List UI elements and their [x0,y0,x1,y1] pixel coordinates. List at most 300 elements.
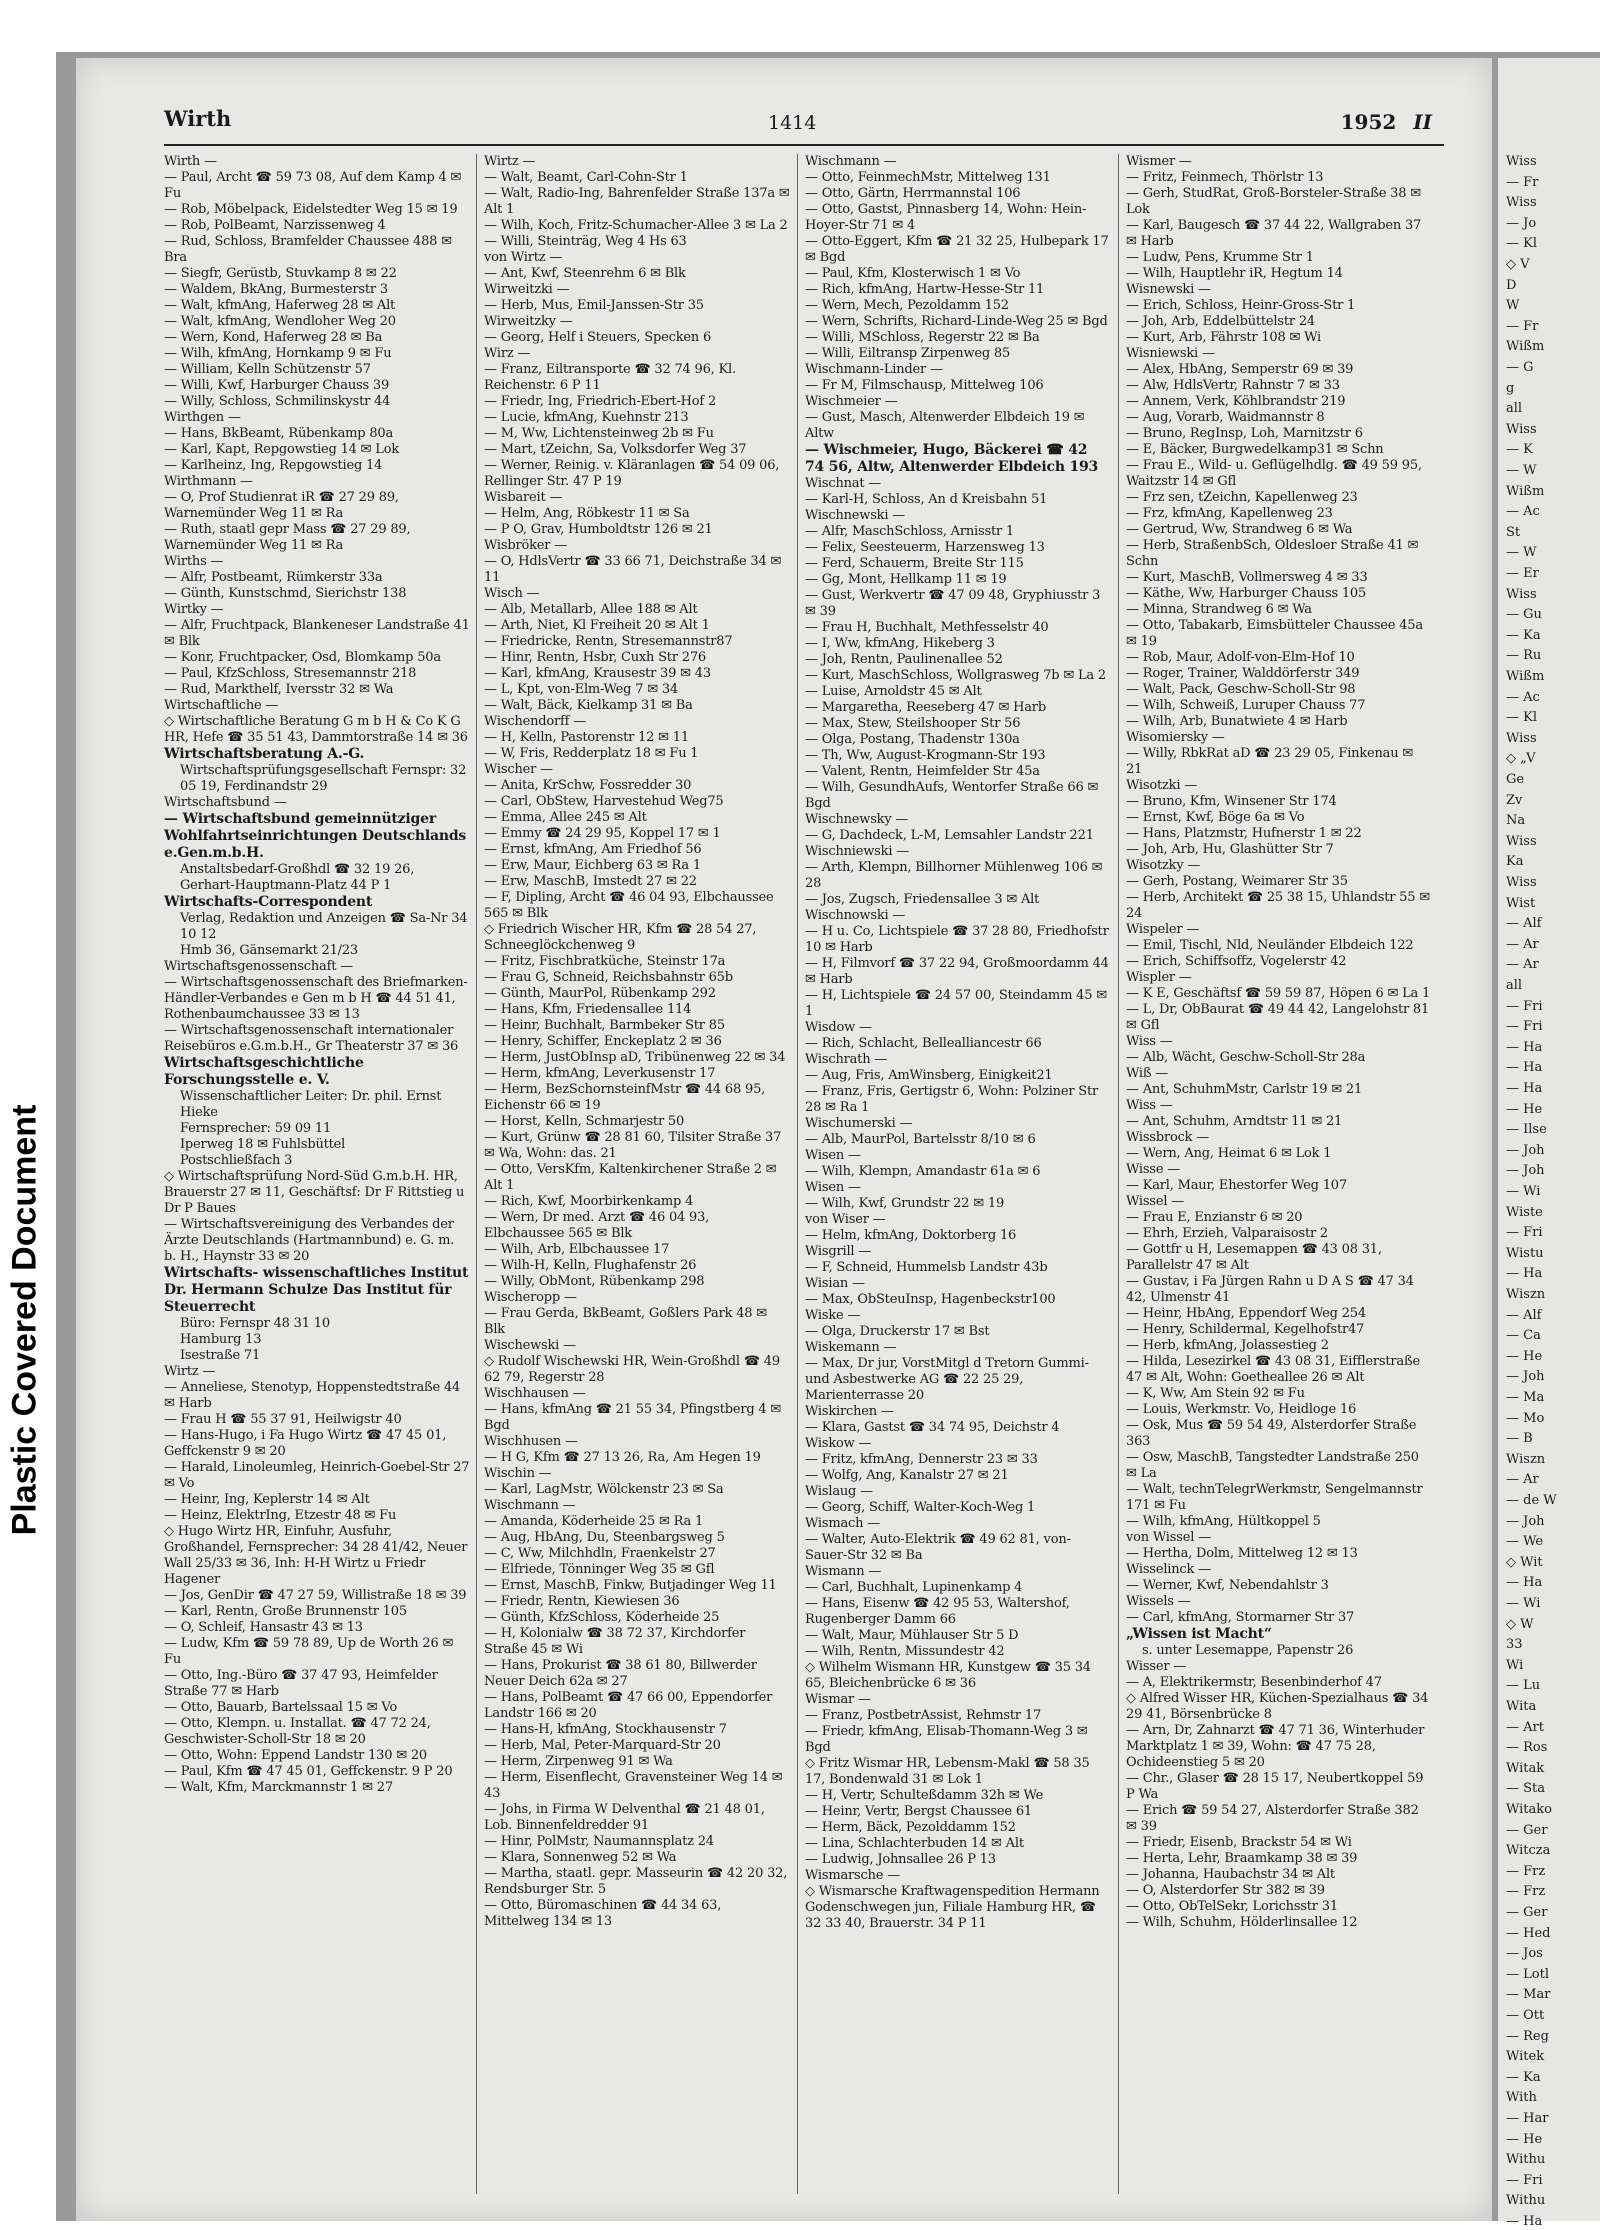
next-page-fragment: Wiss [1506,586,1537,602]
next-page-fragment: — Ar [1506,957,1539,973]
directory-entry: — Gg, Mont, Hellkamp 11 ✉ 19 [805,572,1007,587]
directory-entry: — Franz, PostbetrAssist, Rehmstr 17 [805,1708,1042,1723]
page-header [76,106,1492,146]
next-page-fragment: Withu [1506,2193,1546,2209]
directory-entry: — Alb, Wächt, Geschw-Scholl-Str 28a [1126,1050,1366,1065]
directory-entry: — Gust, Werkvertr ☎ 47 09 48, Gryphiusstr 3 ✉ 39 [805,588,1101,619]
directory-entry: — Aug, HbAng, Du, Steenbargsweg 5 [484,1530,725,1545]
directory-entry: — Wern, Mech, Pezoldamm 152 [805,298,1009,313]
directory-entry: Wirtz — [164,1364,216,1379]
next-page-fragment: — Hed [1506,1925,1551,1941]
directory-entry: s. unter Lesemappe, Papenstr 26 [1142,1643,1354,1658]
directory-entry: — Max, ObSteuInsp, Hagenbeckstr100 [805,1292,1056,1307]
directory-entry: — Herm, JustObInsp aD, Tribünenweg 22 ✉ 34 [484,1050,786,1065]
directory-entry: — H, Filmvorf ☎ 37 22 94, Großmoordamm 44 ✉ Harb [805,956,1109,987]
directory-entry: — Fritz, Fischbratküche, Steinstr 17a [484,954,726,969]
directory-entry: — Käthe, Ww, Harburger Chauss 105 [1126,586,1367,601]
directory-entry: — Wilh, kfmAng, Hültkoppel 5 [1126,1514,1321,1529]
next-page-fragment: W [1506,298,1520,314]
next-page-fragment: — Ar [1506,1472,1539,1488]
directory-entry: — Friedr, kfmAng, Elisab-Thomann-Weg 3 ✉ Bgd [805,1724,1088,1755]
directory-entry: — Frau Gerda, BkBeamt, Goßlers Park 48 ✉ Blk [484,1306,767,1337]
directory-entry: Büro: Fernspr 48 31 10 [180,1316,330,1331]
directory-entry: Wissbrock — [1126,1130,1210,1145]
directory-entry: — Karl, Maur, Ehestorfer Weg 107 [1126,1178,1347,1193]
next-page-fragment: — Joh [1506,1163,1545,1179]
directory-entry: — H, Kelln, Pastorenstr 12 ✉ 11 [484,730,689,745]
directory-entry: — Otto-Eggert, Kfm ☎ 21 32 25, Hulbepark 17 ✉ Bgd [805,234,1109,265]
directory-entry: Wismann — [805,1564,882,1579]
directory-entry: — Frau G, Schneid, Reichsbahnstr 65b [484,970,733,985]
directory-entry: — Ludw, Pens, Krumme Str 1 [1126,250,1314,265]
directory-entry: Wirthgen — [164,410,241,425]
directory-entry: — Wolfg, Ang, Kanalstr 27 ✉ 21 [805,1468,1009,1483]
directory-entry: — Walt, Pack, Geschw-Scholl-Str 98 [1126,682,1356,697]
directory-entry: — Arth, Niet, Kl Freiheit 20 ✉ Alt 1 [484,618,710,633]
directory-entry: — Erich, Schloss, Heinr-Gross-Str 1 [1126,298,1356,313]
directory-entry: — Helm, Ang, Röbkestr 11 ✉ Sa [484,506,690,521]
directory-entry: ◇ Alfred Wisser HR, Küchen-Spezialhaus ☎ 34 29 41, Börsenbrücke 8 [1126,1691,1429,1722]
directory-entry: — Roger, Trainer, Walddörferstr 349 [1126,666,1360,681]
directory-entry: Wisomiersky — [1126,730,1225,745]
directory-entry: — Walt, Kfm, Marckmannstr 1 ✉ 27 [164,1780,393,1795]
next-page-fragment: ◇ Wit [1506,1554,1543,1570]
directory-entry: — Wilh, kfmAng, Hornkamp 9 ✉ Fu [164,346,392,361]
directory-entry: Wirths — [164,554,224,569]
directory-entry: ◇ Wirtschaftliche Beratung G m b H & Co K G HR, Hefe ☎ 35 51 43, Dammtorstraße 14 ✉ 36 [164,714,468,745]
directory-entry: Wischmann-Linder — [805,362,943,377]
next-page-fragment: Withu [1506,2152,1546,2168]
directory-entry: — L, Dr, ObBaurat ☎ 49 44 42, Langelohstr 81 ✉ Gfl [1126,1002,1430,1033]
directory-entry: Wissenschaftlicher Leiter: Dr. phil. Ernst Hieke [180,1089,442,1120]
directory-entry: — Heinr, Ing, Keplerstr 14 ✉ Alt [164,1492,370,1507]
directory-page [56,52,1600,2229]
directory-entry: — Werner, Kwf, Nebendahlstr 3 [1126,1578,1329,1593]
directory-entry: Wirtschaftsberatung A.-G. [164,746,365,762]
directory-entry: von Wirtz — [484,250,563,265]
directory-entry: — Osk, Mus ☎ 59 54 49, Alsterdorfer Straße 363 [1126,1418,1417,1449]
directory-entry: — Wilh, Rentn, Missundestr 42 [805,1644,1005,1659]
directory-entry: — Arth, Klempn, Billhorner Mühlenweg 106 ✉ 28 [805,860,1103,891]
next-page-fragment: — Ger [1506,1822,1548,1838]
next-page-fragment: — de W [1506,1493,1557,1508]
directory-entry: Wiske — [805,1308,861,1323]
directory-entry: ◇ Wilhelm Wismann HR, Kunstgew ☎ 35 34 65, Bleichenbrücke 6 ✉ 36 [805,1660,1091,1691]
directory-entry: — Gerh, Postang, Weimarer Str 35 [1126,874,1348,889]
directory-entry: — Henry, Schildermal, Kegelhofstr47 [1126,1322,1365,1337]
directory-entry: — Arn, Dr, Zahnarzt ☎ 47 71 36, Winterhuder Marktplatz 1 ✉ 39, Wohn: ☎ 47 75 28, Ochideenstieg 5 ✉ 20 [1126,1723,1425,1770]
directory-entry: — Frz, kfmAng, Kapellenweg 23 [1126,506,1333,521]
directory-entry: — Wirtschaftsvereinigung des Verbandes der Ärzte Deutschlands (Hartmannbund) e. G. m. b. H., Haynstr 33 ✉ 20 [164,1217,455,1264]
directory-entry: — Karl-H, Schloss, An d Kreisbahn 51 [805,492,1048,507]
directory-entry: — Minna, Strandweg 6 ✉ Wa [1126,602,1312,617]
directory-entry: Wismar — [805,1692,871,1707]
directory-entry: Wismarsche — [805,1868,901,1883]
directory-entry: — O, HdlsVertr ☎ 33 66 71, Deichstraße 34 ✉ 11 [484,554,782,585]
directory-entry: — Emma, Allee 245 ✉ Alt [484,810,647,825]
directory-entry: — Carl, ObStew, Harvestehud Weg75 [484,794,724,809]
next-page-fragment: — Ha [1506,1266,1543,1282]
directory-entry: — Joh, Rentn, Paulinenallee 52 [805,652,1003,667]
directory-entry: — K, Ww, Am Stein 92 ✉ Fu [1126,1386,1305,1401]
directory-entry: ◇ Wismarsche Kraftwagenspedition Hermann Godenschwegen jun, Filiale Hamburg HR, ☎ 32 33 40, Brauerstr. 34 P 11 [805,1884,1100,1931]
directory-entry: — H u. Co, Lichtspiele ☎ 37 28 80, Friedhofstr 10 ✉ Harb [805,924,1109,955]
directory-entry: — Wilh-H, Kelln, Flughafenstr 26 [484,1258,697,1273]
directory-entry: — Friedr, Rentn, Kiewiesen 36 [484,1594,680,1609]
directory-entry: — Herb, Architekt ☎ 25 38 15, Uhlandstr 55 ✉ 24 [1126,890,1430,921]
directory-entry: — Herb, Mal, Peter-Marquard-Str 20 [484,1738,721,1753]
next-page-fragment: — Lu [1506,1678,1541,1694]
directory-entry: Wischniewski — [805,844,910,859]
directory-entry: Wisotzky — [1126,858,1201,873]
header-rule [164,144,1444,146]
directory-entry: — Franz, Fris, Gertigstr 6, Wohn: Polziner Str 28 ✉ Ra 1 [805,1084,1099,1115]
next-page-fragment: — Ar [1506,936,1539,952]
directory-entry: Wirtschafts-Correspondent [164,894,373,910]
next-page-fragment: Witcza [1506,1843,1551,1859]
next-page-fragment: Ge [1506,772,1525,787]
next-page-fragment: — Mar [1506,1987,1551,2003]
directory-entry: — Jos, Zugsch, Friedensallee 3 ✉ Alt [805,892,1040,907]
next-page-fragment: — Ka [1506,2069,1541,2085]
directory-entry: Wirtschaftsbund — [164,795,287,810]
directory-entry: — Frau E., Wild- u. Geflügelhdlg. ☎ 49 59 95, Waitzstr 14 ✉ Gfl [1126,458,1422,489]
directory-entry: — Lina, Schlachterbuden 14 ✉ Alt [805,1836,1024,1851]
directory-entry: — Hinr, PolMstr, Naumannsplatz 24 [484,1834,714,1849]
directory-entry: — Otto, Ing.-Büro ☎ 37 47 93, Heimfelder Straße 77 ✉ Harb [164,1668,438,1699]
next-page-fragment: — Fri [1506,1225,1543,1241]
directory-entry: — Gottfr u H, Lesemappen ☎ 43 08 31, Parallelstr 47 ✉ Alt [1126,1242,1382,1273]
directory-entry: Wissels — [1126,1594,1191,1609]
directory-entry: — Herb, kfmAng, Jolassestieg 2 [1126,1338,1329,1353]
directory-entry: Wiss — [1126,1098,1173,1113]
directory-entry: — Gustav, i Fa Jürgen Rahn u D A S ☎ 47 34 42, Ulmenstr 41 [1126,1274,1414,1305]
directory-entry: — Frau E, Enzianstr 6 ✉ 20 [1126,1210,1303,1225]
next-page-fragment: Wiss [1506,195,1537,211]
side-label [0,1040,50,1600]
directory-entry: — Fritz, kfmAng, Dennerstr 23 ✉ 33 [805,1452,1038,1467]
directory-entry: — Wilh, Hauptlehr iR, Hegtum 14 [1126,266,1343,281]
directory-entry: Hmb 36, Gänsemarkt 21/23 [180,943,358,958]
directory-entry: — Hans-H, kfmAng, Stockhausenstr 7 [484,1722,727,1737]
directory-entry: — Frau H ☎ 55 37 91, Heilwigstr 40 [164,1412,402,1427]
next-page-fragment: ◇ „V [1506,751,1536,767]
directory-entry: Wirz — [484,346,531,361]
directory-entry: von Wiser — [805,1212,886,1227]
next-page-fragment: — Fri [1506,1019,1543,1035]
directory-entry: — Max, Dr jur, VorstMitgl d Tretorn Gummi- und Asbestwerke AG ☎ 22 25 29, Marienterrasse 20 [805,1356,1089,1403]
directory-entry: — Lucie, kfmAng, Kuehnstr 213 [484,410,689,425]
directory-entry: Wischnewski — [805,508,906,523]
next-page-fragment: — Ger [1506,1905,1548,1920]
header-name: Wirth [164,106,232,131]
column-rule-3 [1118,154,1119,2194]
column-rule-2 [797,154,798,2194]
next-page-fragment: — Wi [1506,1596,1541,1611]
directory-entry: — O, Prof Studienrat iR ☎ 27 29 89, Warnemünder Weg 11 ✉ Ra [164,490,399,521]
directory-entry: — Jos, GenDir ☎ 47 27 59, Willistraße 18 ✉ 39 [164,1588,467,1603]
year: 1952 [1340,110,1397,134]
next-page-fragment: — Er [1506,566,1539,581]
next-page-fragment: Wißm [1506,339,1545,355]
directory-entry: — Gust, Masch, Altenwerder Elbdeich 19 ✉ Altw [805,410,1085,441]
volume: II [1413,110,1432,134]
directory-entry: — Helm, kfmAng, Doktorberg 16 [805,1228,1017,1243]
directory-entry: — Hans, kfmAng ☎ 21 55 34, Pfingstberg 4 ✉ Bgd [484,1402,782,1433]
directory-entry: Wirtz — [484,154,536,169]
directory-entry: Wischeropp — [484,1290,577,1305]
directory-column-4 [1126,154,1432,1931]
next-page-fragment: — Reg [1506,2028,1549,2044]
next-page-fragment: — Kl [1506,710,1538,726]
next-page-fragment: g [1506,380,1515,396]
directory-entry: — Hans, Eisenw ☎ 42 95 53, Waltershof, Rugenberger Damm 66 [805,1596,1070,1627]
next-page-fragment: — Ka [1506,627,1541,643]
next-page-fragment: — Sta [1506,1781,1546,1797]
directory-entry: — Frau H, Buchhalt, Methfesselstr 40 [805,620,1049,635]
directory-entry: — Erich, Schiffsoffz, Vogelerstr 42 [1126,954,1347,969]
next-page-fragment: Na [1506,813,1526,829]
next-page-fragment: — He [1506,1101,1543,1117]
directory-entry: — L, Kpt, von-Elm-Weg 7 ✉ 34 [484,682,678,697]
directory-entry: Wirtschaftsgeschichtliche Forschungsstelle e. V. [164,1055,364,1088]
directory-entry: — Herm, Eisenflecht, Gravensteiner Weg 14 ✉ 43 [484,1770,783,1801]
directory-entry: — Herb, Mus, Emil-Janssen-Str 35 [484,298,704,313]
directory-entry: — Otto, Gärtn, Herrmannstal 106 [805,186,1021,201]
directory-entry: — Ludw, Kfm ☎ 59 78 89, Up de Worth 26 ✉ Fu [164,1636,454,1667]
directory-entry: — Willi, MSchloss, Regerstr 22 ✉ Ba [805,330,1040,345]
directory-entry: — Herm, Zirpenweg 91 ✉ Wa [484,1754,673,1769]
directory-entry: — Kurt, MaschB, Vollmersweg 4 ✉ 33 [1126,570,1368,585]
directory-entry: — Wern, Schrifts, Richard-Linde-Weg 25 ✉ Bgd [805,314,1108,329]
directory-entry: — Chr., Glaser ☎ 28 15 17, Neubertkoppel 59 P Wa [1126,1771,1424,1802]
next-page-fragment: — W [1506,463,1537,478]
next-page-fragment: all [1506,401,1523,417]
directory-entry: Wischendorff — [484,714,586,729]
directory-entry: — Wilh, Schuhm, Hölderlinsallee 12 [1126,1915,1358,1930]
next-page-fragment: — Alf [1506,1307,1542,1323]
next-page-fragment: Wiss [1506,833,1537,849]
directory-entry: — Wern, Kond, Haferweg 28 ✉ Ba [164,330,383,345]
directory-entry: Wisotzki — [1126,778,1198,793]
directory-entry: — H, Lichtspiele ☎ 24 57 00, Steindamm 45 ✉ 1 [805,988,1107,1019]
directory-entry: — Willi, Eiltransp Zirpenweg 85 [805,346,1011,361]
directory-entry: — Wirtschaftsbund gemeinnütziger Wohlfahrtseinrichtungen Deutschlands e.Gen.m.b.H. [164,811,467,861]
directory-entry: — Rich, Schlacht, Belleallianсestr 66 [805,1036,1042,1051]
directory-entry: — Friedr, Ing, Friedrich-Ebert-Hof 2 [484,394,717,409]
directory-entry: Wirtschafts- wissenschaftliches Institut Dr. Hermann Schulze Das Institut für Steuerrecht [164,1265,469,1315]
directory-entry: — Siegfr, Gerüstb, Stuvkamp 8 ✉ 22 [164,266,397,281]
directory-entry: — A, Elektrikermstr, Besenbinderhof 47 [1126,1675,1382,1690]
directory-entry: — Anneliese, Stenotyp, Hoppenstedtstraße 44 ✉ Harb [164,1380,461,1411]
directory-entry: — Karl, kfmAng, Krausestr 39 ✉ 43 [484,666,711,681]
next-page-fragment: — Jo [1506,215,1537,231]
next-page-fragment: — Art [1506,1719,1544,1735]
directory-entry: — Hans, PolBeamt ☎ 47 66 00, Eppendorfer Landstr 166 ✉ 20 [484,1690,773,1721]
next-page-fragment: — Ha [1506,1039,1543,1055]
directory-entry: — Wern, Ang, Heimat 6 ✉ Lok 1 [1126,1146,1332,1161]
directory-entry: — Hertha, Dolm, Mittelweg 12 ✉ 13 [1126,1546,1358,1561]
directory-entry: Wischmeier — [805,394,898,409]
directory-entry: — Willy, ObMont, Rübenkamp 298 [484,1274,705,1289]
directory-entry: — Hans, Platzmstr, Hufnerstr 1 ✉ 22 [1126,826,1362,841]
directory-entry: — Carl, Buchhalt, Lupinenkamp 4 [805,1580,1023,1595]
year-volume [1341,110,1432,134]
directory-entry: — Osw, MaschB, Tangstedter Landstraße 250 ✉ La [1126,1450,1419,1481]
directory-entry: — Otto, Klempn. u. Installat. ☎ 47 72 24, Geschwister-Scholl-Str 18 ✉ 20 [164,1716,431,1747]
next-page-fragment: — B [1506,1431,1533,1447]
directory-entry: — Luise, Arnoldstr 45 ✉ Alt [805,684,982,699]
directory-entry: — Ludwig, Johnsallee 26 P 13 [805,1852,996,1867]
directory-entry: — C, Ww, Milchhdln, Fraenkelstr 27 [484,1546,716,1561]
directory-entry: — Emil, Tischl, Nld, Neuländer Elbdeich 122 [1126,938,1414,953]
directory-entry: — Hans, BkBeamt, Rübenkamp 80a [164,426,394,441]
next-page-fragment: — Fri [1506,2172,1543,2188]
side-label-text: Plastic Covered Document [5,1104,44,1536]
directory-entry: — Ferd, Schauerm, Breite Str 115 [805,556,1024,571]
directory-entry: — Erw, Maur, Eichberg 63 ✉ Ra 1 [484,858,701,873]
directory-entry: Wischnewsky — [805,812,909,827]
next-page-fragment: — Ru [1506,648,1542,664]
next-page-fragment: all [1506,978,1523,993]
directory-entry: Wisen — [805,1148,861,1163]
directory-entry: — H, Vertr, Schulteßdamm 32h ✉ We [805,1788,1044,1803]
next-page-fragment: With [1506,2090,1537,2106]
directory-entry: — Walt, kfmAng, Haferweg 28 ✉ Alt [164,298,396,313]
directory-entry: — Aug, Vorarb, Waidmannstr 8 [1126,410,1325,425]
directory-entry: Iperweg 18 ✉ Fuhlsbüttel [180,1137,346,1152]
directory-entry: — Karl, Kapt, Repgowstieg 14 ✉ Lok [164,442,400,457]
directory-entry: — Erw, MaschB, Imstedt 27 ✉ 22 [484,874,697,889]
directory-entry: — Anita, KrSchw, Fossredder 30 [484,778,692,793]
directory-entry: — Wern, Dr med. Arzt ☎ 46 04 93, Elbchaussee 565 ✉ Blk [484,1210,710,1241]
page-number: 1414 [768,112,817,134]
directory-entry: — Wirtschaftsgenossenschaft internationaler Reisebüros e.G.m.b.H., Gr Theaterstr 37 ✉ 36 [164,1023,459,1054]
directory-entry: — Paul, Kfm, Klosterwisch 1 ✉ Vo [805,266,1021,281]
directory-entry: — H, Kolonialw ☎ 38 72 37, Kirchdorfer Straße 45 ✉ Wi [484,1626,746,1657]
next-page-fragment: — Wi [1506,1184,1541,1199]
directory-entry: — Klara, Sonnenweg 52 ✉ Wa [484,1850,677,1865]
directory-entry: — Johanna, Haubachstr 34 ✉ Alt [1126,1867,1335,1882]
next-page-fragment: — Ilse [1506,1122,1547,1138]
directory-entry: — Herb, StraßenbSch, Oldesloer Straße 41 ✉ Schn [1126,538,1419,569]
next-page-fragment: ◇ W [1506,1616,1534,1632]
directory-entry: — Wilh, GesundhAufs, Wentorfer Straße 66 ✉ Bgd [805,780,1099,811]
next-page-fragment: Wiss [1506,730,1537,746]
directory-entry: Wischnat — [805,476,882,491]
directory-entry: — Hinr, Rentn, Hsbr, Cuxh Str 276 [484,650,706,665]
directory-entry: — Annem, Verk, Köhlbrandstr 219 [1126,394,1346,409]
next-page-fragment: Wistu [1506,1245,1544,1261]
directory-entry: — Paul, Kfm ☎ 47 45 01, Geffckenstr. 9 P 20 [164,1764,453,1779]
directory-entry: — Herm, BezSchornsteinfMstr ☎ 44 68 95, Eichenstr 66 ✉ 19 [484,1082,766,1113]
directory-entry: — Ant, SchuhmMstr, Carlstr 19 ✉ 21 [1126,1082,1363,1097]
next-page-fragment: Wiss [1506,154,1537,169]
next-page-fragment: — Ca [1506,1328,1541,1344]
directory-entry: ◇ Hugo Wirtz HR, Einfuhr, Ausfuhr, Großhandel, Fernsprecher: 34 28 41/42, Neuer Wall 25/33 ✉ 36, Inh: H-H Wirtz u Friedr Hagener [164,1524,468,1587]
directory-entry: — Otto, VersKfm, Kaltenkirchener Straße 2 ✉ Alt 1 [484,1162,777,1193]
directory-entry: — Walt, Maur, Mühlauser Str 5 D [805,1628,1019,1643]
directory-entry: — Wirtschaftsgenossenschaft des Briefmarken-Händler-Verbandes e Gen m b H ☎ 44 51 41, Rothenbaumchaussee 33 ✉ 13 [164,975,468,1022]
next-page-fragment: — Jos [1506,1946,1543,1962]
directory-entry: Wispler — [1126,970,1192,985]
next-page-fragment: — We [1506,1534,1544,1550]
directory-entry: — Aug, Fris, AmWinsberg, Einigkeit21 [805,1068,1053,1083]
directory-entry: Wiskemann — [805,1340,897,1355]
directory-entry: — Werner, Reinig. v. Kläranlagen ☎ 54 09 06, Rellinger Str. 47 P 19 [484,458,780,489]
directory-entry: — Fr M, Filmschausp, Mittelweg 106 [805,378,1044,393]
directory-entry: — Wischmeier, Hugo, Bäckerei ☎ 42 74 56, Altw, Altenwerder Elbdeich 193 [805,442,1099,475]
directory-entry: — H G, Kfm ☎ 27 13 26, Ra, Am Hegen 19 [484,1450,761,1465]
directory-entry: — Rud, Schloss, Bramfelder Chaussee 488 ✉ Bra [164,234,452,265]
next-page-fragment: — W [1506,545,1537,561]
directory-entry: Wisian — [805,1276,865,1291]
directory-entry: — Heinr, HbAng, Eppendorf Weg 254 [1126,1306,1366,1321]
directory-entry: — Otto, Gastst, Pinnasberg 14, Wohn: Hein-Hoyer-Str 71 ✉ 4 [805,202,1087,233]
next-page-fragment: — Joh [1506,1513,1545,1529]
directory-entry: — Horst, Kelln, Schmarjestr 50 [484,1114,685,1129]
directory-entry: Wiskirchen — [805,1404,894,1419]
directory-entry: — Ehrh, Erzieh, Valparaisostr 2 [1126,1226,1328,1241]
directory-entry: — Ant, Schuhm, Arndtstr 11 ✉ 21 [1126,1114,1343,1129]
directory-entry: — Ernst, Kwf, Böge 6a ✉ Vo [1126,810,1305,825]
directory-entry: von Wissel — [1126,1530,1211,1545]
next-page-fragment: D [1506,277,1517,293]
directory-entry: — Heinr, Buchhalt, Barmbeker Str 85 [484,1018,725,1033]
next-page-fragment: Wiszn [1506,1287,1546,1302]
directory-entry: — O, Schleif, Hansastr 43 ✉ 13 [164,1620,363,1635]
directory-entry: — Bruno, RegInsp, Loh, Marnitzstr 6 [1126,426,1363,441]
directory-entry: Postschließfach 3 [180,1153,293,1168]
directory-entry: ◇ Fritz Wismar HR, Lebensm-Makl ☎ 58 35 17, Bondenwald 31 ✉ Lok 1 [805,1756,1090,1787]
directory-entry: — Otto, FeinmechMstr, Mittelweg 131 [805,170,1051,185]
column-rule-1 [476,154,477,2194]
directory-entry: — M, Ww, Lichtensteinweg 2b ✉ Fu [484,426,714,441]
directory-entry: — Rich, kfmAng, Hartw-Hesse-Str 11 [805,282,1045,297]
directory-entry: — O, Alsterdorfer Str 382 ✉ 39 [1126,1883,1325,1898]
directory-entry: — Alb, Metallarb, Allee 188 ✉ Alt [484,602,698,617]
directory-entry: Isestraße 71 [180,1348,261,1363]
directory-entry: — Hans-Hugo, i Fa Hugo Wirtz ☎ 47 45 01, Geffckenstr 9 ✉ 20 [164,1428,447,1459]
directory-entry: — Alw, HdlsVertr, Rahnstr 7 ✉ 33 [1126,378,1340,393]
directory-entry: — Olga, Postang, Thadenstr 130a [805,732,1020,747]
directory-entry: — P O, Grav, Humboldtstr 126 ✉ 21 [484,522,713,537]
directory-entry: Wischumerski — [805,1116,913,1131]
directory-entry: — Günth, KfzSchloss, Köderheide 25 [484,1610,720,1625]
next-page-fragment: — Har [1506,2111,1549,2126]
next-page-fragment: Wißm [1506,669,1545,684]
directory-entry: — Alb, MaurPol, Bartelsstr 8/10 ✉ 6 [805,1132,1036,1147]
directory-entry: — Friedr, Eisenb, Brackstr 54 ✉ Wi [1126,1835,1352,1850]
directory-entry: — Ant, Kwf, Steenrehm 6 ✉ Blk [484,266,686,281]
directory-entry: — K E, Geschäftsf ☎ 59 59 87, Höpen 6 ✉ La 1 [1126,986,1431,1001]
directory-entry: Wismer — [1126,154,1192,169]
directory-entry: — Otto, Büromaschinen ☎ 44 34 63, Mittelweg 134 ✉ 13 [484,1898,722,1929]
directory-entry: Wisen — [805,1180,861,1195]
directory-entry: — Georg, Helf i Steuers, Specken 6 [484,330,712,345]
directory-entry: — Willi, Kwf, Harburger Chauss 39 [164,378,390,393]
directory-entry: — Walt, Beamt, Carl-Cohn-Str 1 [484,170,688,185]
directory-entry: — Gerh, StudRat, Groß-Borsteler-Straße 38 ✉ Lok [1126,186,1421,217]
next-page-fragment: Wiszn [1506,1451,1546,1467]
next-page-fragment: — Mo [1506,1410,1545,1426]
directory-entry: — Karl, Rentn, Große Brunnenstr 105 [164,1604,407,1619]
directory-entry: — Herm, kfmAng, Leverkusenstr 17 [484,1066,716,1081]
directory-entry: — Wilh, Klempn, Amandastr 61a ✉ 6 [805,1164,1041,1179]
directory-entry: — Walt, kfmAng, Wendloher Weg 20 [164,314,396,329]
directory-entry: Wirweitzky — [484,314,573,329]
next-page-fragment: Wißm [1506,483,1545,499]
